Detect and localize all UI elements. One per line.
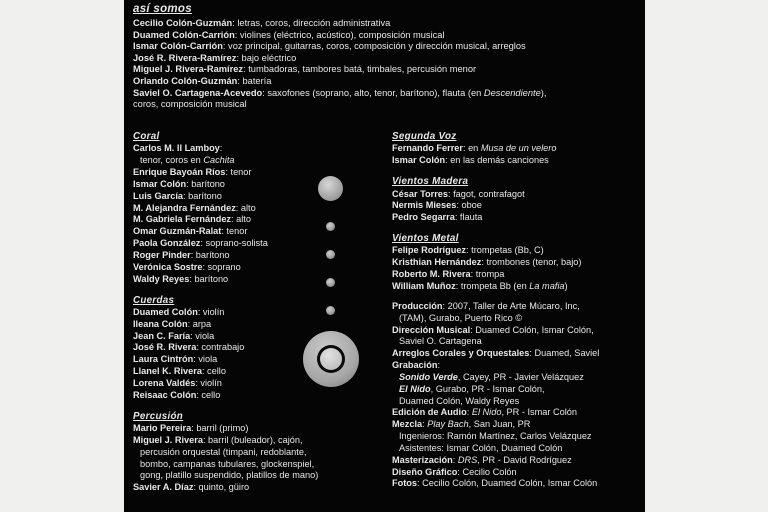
credit-section [133, 130, 393, 286]
credit-role: : en las demás canciones [445, 155, 549, 166]
credit-name: Cecilio Colón-Guzmán [133, 18, 233, 28]
credit-role: : viola [190, 330, 215, 341]
section-heading: Vientos Metal [392, 233, 459, 245]
credit-line [133, 88, 546, 100]
credit-name: Ismar Colón [133, 178, 187, 189]
credit-role: : oboe [456, 200, 482, 211]
credit-line [133, 41, 546, 53]
credit-role: : soprano-solista [200, 238, 268, 249]
credit-name: Kristhian Hernández [392, 257, 482, 268]
credit-line [133, 53, 546, 65]
credit-role: : Cecilio Colón [457, 466, 517, 477]
credit-line [133, 390, 393, 402]
credit-line [392, 348, 642, 360]
credit-name: M. Gabriela Fernández [133, 214, 232, 225]
production-credits [392, 301, 642, 491]
credit-role: : Duamed, Saviel [529, 348, 600, 359]
credit-line [133, 76, 546, 88]
credit-role: : barril (buleador), cajón, [202, 434, 303, 445]
credit-name: Mezcla [392, 419, 423, 430]
credit-role: : soprano [202, 261, 241, 272]
credit-line [133, 191, 393, 203]
credit-role: : trombones (tenor, bajo) [481, 257, 582, 268]
credit-work-title: Play Bach [427, 419, 469, 430]
credit-title-italic: El Nido [399, 383, 431, 394]
credit-line [133, 179, 393, 191]
credit-name: Roger Pinder [133, 250, 191, 260]
credit-line [133, 167, 393, 179]
credit-section [392, 130, 642, 167]
credit-role: : trompetas (Bb, C) [466, 245, 544, 256]
credit-role: : tumbadoras, tambores batá, timbales, percusión menor [243, 64, 477, 75]
credit-role: : cello [201, 366, 226, 377]
section-title-asi-somos: así somos [133, 3, 192, 15]
credit-role: : trompeta Bb (en [455, 280, 530, 291]
credits-panel [124, 0, 645, 512]
credit-line [133, 238, 393, 250]
credit-name: José R. Rivera [133, 342, 197, 353]
credit-line [392, 269, 642, 281]
credit-line [133, 99, 546, 111]
credit-name: Saviel O. Cartagena-Acevedo [133, 87, 263, 98]
credit-role: : quinto, güiro [193, 482, 250, 493]
credit-line [133, 226, 393, 238]
section-gap [392, 167, 642, 175]
credit-name: Luis García [133, 190, 184, 201]
credit-role-tail: ) [564, 280, 568, 291]
credit-name: Dirección Musical [392, 324, 471, 335]
section-heading: Segunda Voz [392, 131, 457, 142]
credit-line [392, 281, 642, 293]
credit-role: : alto [235, 202, 256, 213]
credit-line [392, 212, 642, 224]
credit-role: : cello [196, 389, 221, 400]
credit-line [392, 336, 642, 348]
credit-line [133, 30, 546, 42]
credit-line [392, 467, 642, 479]
credit-name: Felipe Rodríguez [392, 245, 467, 256]
credit-role: : voz principal, guitarras, coros, composición y dirección musical, arreglos [222, 41, 526, 52]
credit-line [392, 155, 642, 167]
credit-role: : [219, 143, 223, 154]
credit-name: Masterización [392, 454, 453, 465]
credit-section [133, 294, 393, 402]
section-gap [392, 293, 642, 301]
credit-role: : [422, 419, 428, 430]
right-credits-column [392, 130, 642, 490]
credit-role: : barítono [183, 190, 222, 201]
credit-name: Mario Pereira [133, 423, 192, 434]
credit-name: Diseño Gráfico [392, 466, 458, 477]
credit-line [392, 143, 642, 155]
credit-name: Miguel J. Rivera-Ramírez [133, 64, 244, 75]
credit-name: José R. Rivera-Ramírez [133, 52, 237, 63]
credit-role: : letras, coros, dirección administrativa [232, 18, 391, 28]
credit-name: William Muñoz [392, 280, 456, 291]
credit-line [133, 143, 393, 155]
credit-role-tail: , San Juan, PR [468, 419, 531, 430]
credit-name: Fotos [392, 478, 418, 489]
credit-role: : violín [197, 306, 225, 317]
credit-name: Carlos M. II Lamboy [133, 143, 220, 154]
section-heading: Vientos Madera [392, 176, 469, 188]
credit-role: : contrabajo [196, 342, 245, 353]
credit-line [133, 435, 393, 447]
credit-role: : [437, 360, 441, 371]
credit-role-tail: , PR - Ismar Colón [501, 407, 577, 418]
credit-role: : 2007, Taller de Arte Múcaro, Inc, [442, 300, 580, 311]
credit-role: coros, composición musical [133, 99, 247, 110]
credit-name: Paola González [133, 238, 201, 249]
credit-name: Llanel K. Rivera [133, 366, 202, 377]
credit-name: Grabación [392, 360, 438, 371]
credit-work-title: DRS [457, 454, 478, 465]
credit-role: Asistentes: Ismar Colón, Duamed Colón [399, 442, 563, 453]
credit-role: : trompa [470, 269, 505, 280]
credit-work-title: El Nido [471, 407, 502, 418]
asi-somos-section [133, 2, 546, 111]
credit-line [133, 319, 393, 331]
credit-name: Jean C. Faría [133, 330, 191, 341]
credit-line [133, 331, 393, 343]
credit-role: : tenor [221, 226, 248, 237]
credit-line [392, 325, 642, 337]
credit-role: : saxofones (soprano, alto, tenor, barítono), flauta (en [262, 87, 484, 98]
credit-line [133, 274, 393, 286]
credit-role: : flauta [454, 212, 483, 223]
credit-line [133, 378, 393, 390]
credit-work-title: La mafia [529, 280, 565, 291]
credit-name: Miguel J. Rivera [133, 434, 203, 445]
credit-line [133, 482, 393, 494]
credit-line [392, 431, 642, 443]
credit-role: : arpa [187, 318, 212, 329]
credit-line [392, 407, 642, 419]
credit-line [133, 214, 393, 226]
credit-role-tail: ), [540, 87, 547, 98]
credit-name: Ileana Colón [133, 318, 188, 329]
credit-line [392, 200, 642, 212]
section-heading: Percusión [133, 410, 184, 422]
section-heading: Coral [133, 131, 160, 142]
credit-line [133, 342, 393, 354]
credit-role: , Cayey, PR - Javier Velázquez [457, 371, 584, 382]
section-gap [392, 224, 642, 232]
credit-name: Producción [392, 300, 443, 311]
credit-line [133, 423, 393, 435]
credit-role-tail: , PR - David Rodríguez [477, 454, 572, 465]
credit-line [392, 419, 642, 431]
section-gap [133, 286, 393, 294]
credit-name: Reisaac Colón [133, 389, 197, 400]
credit-line [133, 203, 393, 215]
section-gap [133, 494, 393, 502]
credit-title-italic: Sonido Verde [399, 371, 458, 382]
credit-role: Ingenieros: Ramón Martínez, Carlos Velázquez [399, 431, 592, 442]
section-heading: Cuerdas [133, 294, 175, 306]
credit-line [133, 447, 393, 459]
credit-name: Laura Cintrón [133, 354, 194, 365]
credit-line [133, 18, 546, 30]
credit-line [133, 354, 393, 366]
credit-line [392, 443, 642, 455]
credit-role: : barítono [186, 178, 225, 189]
credit-line [133, 307, 393, 319]
credit-name: Orlando Colón-Guzmán [133, 75, 238, 86]
credit-name: Nermis Mieses [392, 200, 457, 211]
credit-line [392, 245, 642, 257]
credit-role: : barítono [190, 250, 230, 260]
credit-line [133, 262, 393, 274]
credit-role: percusión orquestal (timpani, redoblante, [140, 446, 307, 457]
credit-work-title: Musa de un velero [480, 143, 557, 154]
credit-role: : violines (eléctrico, acústico), composición musical [234, 29, 445, 40]
credit-role: : alto [231, 214, 251, 225]
credit-role: Duamed Colón, Waldy Reyes [399, 395, 520, 406]
credit-line [392, 360, 642, 372]
credit-name: Duamed Colón [133, 306, 198, 317]
credit-name: Lorena Valdés [133, 378, 196, 388]
credit-role: tenor, coros en [140, 155, 204, 166]
credit-role: : Duamed Colón, Ismar Colón, [470, 324, 594, 335]
credit-line [133, 250, 393, 262]
credit-section [392, 175, 642, 224]
credit-line [392, 189, 642, 201]
credit-name: Pedro Segarra [392, 212, 455, 223]
left-credits-column [133, 130, 393, 502]
credit-line [392, 257, 642, 269]
credit-line [133, 155, 393, 167]
credit-role: : barril (primo) [191, 423, 249, 434]
credit-line [392, 313, 642, 325]
credit-name: Verónica Sostre [133, 261, 203, 272]
credit-line [392, 384, 642, 396]
credit-line [133, 470, 393, 482]
credit-role: : [452, 454, 458, 465]
credit-name: Ismar Colón [392, 155, 446, 166]
credit-role: : viola [193, 354, 218, 365]
credit-name: Savier A. Díaz [133, 482, 194, 493]
credit-role: : barítono [189, 273, 229, 284]
credit-line [133, 366, 393, 378]
credit-role: Saviel O. Cartagena [399, 336, 482, 347]
credit-name: Roberto M. Rivera [392, 269, 471, 280]
credit-role: : en [462, 143, 481, 154]
credit-role: : [466, 407, 472, 418]
credit-name: César Torres [392, 188, 449, 199]
credit-name: Omar Guzmán-Ralat [133, 226, 222, 237]
credit-role: : Cecilio Colón, Duamed Colón, Ismar Colón [417, 478, 598, 489]
credit-line [392, 478, 642, 490]
credit-line [392, 372, 642, 384]
credit-name: Enrique Bayoán Ríos [133, 167, 226, 178]
credit-section [133, 410, 393, 494]
credit-name: Arreglos Corales y Orquestales [392, 348, 530, 359]
credit-line [392, 301, 642, 313]
credit-role: : batería [237, 75, 272, 86]
credit-name: Waldy Reyes [133, 273, 190, 284]
asi-somos-lines [133, 18, 546, 111]
credit-role: : bajo eléctrico [236, 52, 297, 63]
credit-line [392, 396, 642, 408]
credit-role: bombo, campanas tubulares, glockenspiel, [140, 458, 315, 469]
section-gap [133, 402, 393, 410]
credit-name: Ismar Colón-Carrión [133, 41, 223, 52]
credit-line [133, 459, 393, 471]
credit-role: gong, platillo suspendido, platillos de mano) [140, 470, 319, 481]
credit-work-title: Cachita [203, 155, 235, 166]
credit-role: , Gurabo, PR - Ismar Colón, [430, 383, 545, 394]
credit-name: M. Alejandra Fernández [133, 202, 236, 213]
credit-section [392, 232, 642, 293]
credit-name: Duamed Colón-Carrión [133, 29, 235, 40]
credit-name: Edición de Audio [392, 407, 467, 418]
credit-role: : fagot, contrafagot [448, 188, 525, 199]
credit-role: : tenor [225, 167, 252, 178]
credit-name: Fernando Ferrer [392, 143, 463, 154]
credit-line [133, 64, 546, 76]
credit-role: (TAM), Gurabo, Puerto Rico © [399, 312, 523, 323]
credit-role: : violín [195, 378, 222, 388]
credit-line [392, 455, 642, 467]
credit-work-title: Descendiente [483, 87, 541, 98]
